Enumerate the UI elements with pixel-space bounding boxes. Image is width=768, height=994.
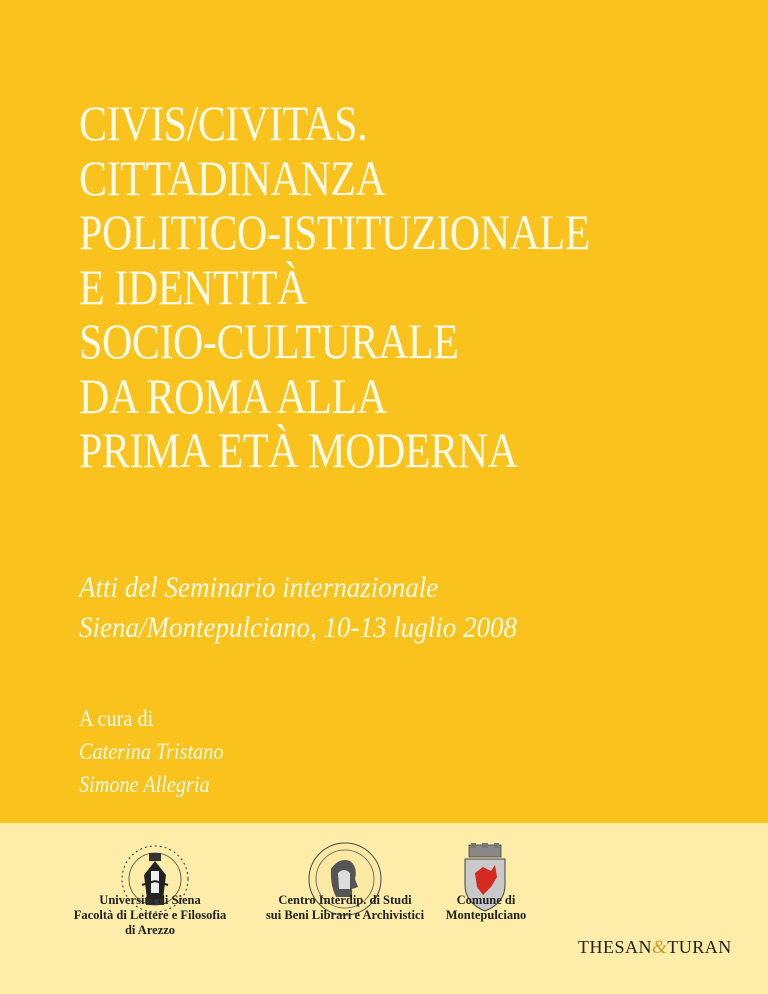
subtitle-line: Atti del Seminario internazionale	[79, 571, 439, 604]
publisher-name-right: TURAN	[667, 937, 732, 957]
centro-label	[259, 893, 431, 923]
publisher-name-left: THESAN	[578, 937, 652, 957]
title-line: CITTADINANZA	[79, 149, 386, 206]
centro-label-line: Centro Interdip. di Studi	[278, 893, 412, 907]
book-subtitle	[79, 568, 517, 648]
book-title	[79, 96, 633, 478]
title-line: POLITICO-ISTITUZIONALE	[79, 204, 590, 260]
comune-label	[430, 893, 542, 923]
centro-label-line: sui Beni Librari e Archivistici	[265, 908, 425, 922]
curators-block	[79, 702, 224, 801]
title-line: PRIMA ETÀ MODERNA	[79, 422, 518, 478]
curators-intro: A cura di	[79, 706, 154, 731]
title-line: E IDENTITÀ	[79, 258, 307, 315]
curator-name: Caterina Tristano	[79, 739, 224, 764]
comune-label-line: Montepulciano	[445, 908, 527, 922]
siena-label-line: Università di Siena	[99, 893, 201, 907]
comune-label-line: Comune di	[456, 893, 516, 907]
title-line: CIVIS/CIVITAS.	[79, 95, 368, 151]
publisher-logo	[578, 937, 732, 959]
curator-name: Simone Allegria	[79, 772, 210, 797]
siena-label-line: di Arezzo	[124, 923, 176, 937]
publisher-ampersand: &	[652, 937, 668, 958]
subtitle-line: Siena/Montepulciano, 10-13 luglio 2008	[79, 611, 517, 644]
title-line: DA ROMA ALLA	[79, 367, 387, 424]
siena-label-line: Facoltà di Lettere e Filosofia	[73, 908, 227, 922]
title-line: SOCIO-CULTURALE	[79, 313, 459, 369]
siena-label	[65, 893, 235, 938]
sponsor-footer	[0, 823, 768, 994]
